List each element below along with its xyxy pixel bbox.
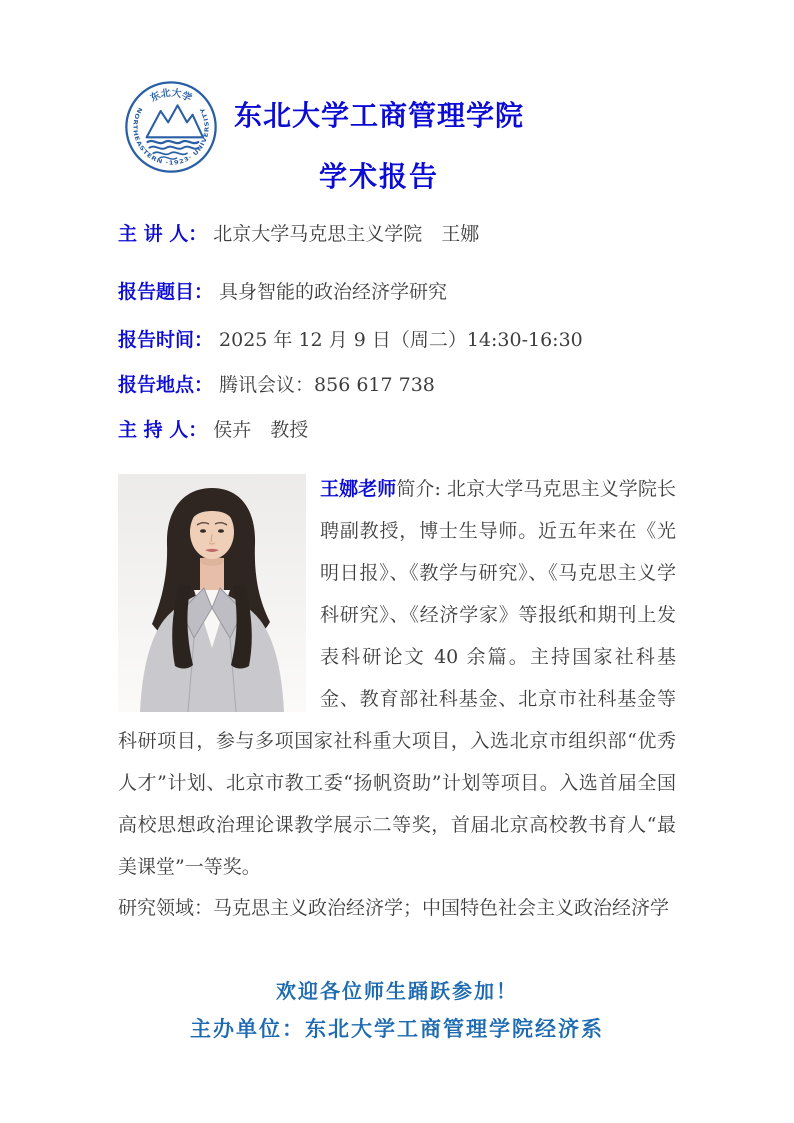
speaker-value: 北京大学马克思主义学院 王娜 [213, 223, 480, 245]
info-row-location [118, 372, 435, 398]
time-label: 报告时间： [118, 329, 214, 351]
info-row-topic [118, 279, 447, 305]
host-value: 侯卉 教授 [213, 419, 309, 441]
speaker-photo [118, 474, 306, 712]
page-title: 东北大学工商管理学院 [233, 99, 524, 132]
bio-section [118, 468, 676, 884]
research-fields: 研究领域：马克思主义政治经济学；中国特色社会主义政治经济学 [118, 897, 670, 919]
bio-intro-text: 简介: 北京大学马克思主义学院长聘副教授，博士生导师。近五年来在《光明日报》、《教学与研究》、《马克思主义学科研究》、《经济学家》等报纸和期刊上发表科研论文 40 余篇。主持国家社科基金、教育部社科基金、北京市社科基金等科研项目，参与多项国家社科重大项目，入选北京市组织部“优秀人才”计划、北京市教工委“扬帆资助”计划等项目。入选首届全国高校思想政治理论课教学展示二等奖，首届北京高校教书育人“最美课堂”一等奖。 [118, 478, 676, 878]
seal-latin-text: NORTHEASTERN ·1923· UNIVERSITY [131, 106, 211, 167]
page-subtitle: 学术报告 [318, 160, 439, 193]
topic-value: 具身智能的政治经济学研究 [219, 281, 448, 303]
location-label: 报告地点： [118, 374, 214, 396]
topic-label: 报告题目： [118, 281, 214, 303]
host-label: 主 持 人： [118, 419, 208, 441]
bio-speaker-name: 王娜老师 [320, 478, 397, 500]
location-value: 腾讯会议：856 617 738 [219, 374, 435, 396]
welcome-line: 欢迎各位师生踊跃参加！ [276, 979, 518, 1003]
info-row-time [118, 327, 583, 353]
speaker-portrait-image [118, 474, 306, 712]
time-value: 2025 年 12 月 9 日（周二）14:30-16:30 [219, 329, 583, 351]
speaker-label: 主 讲 人： [118, 223, 208, 245]
organizer-line: 主办单位：东北大学工商管理学院经济系 [190, 1017, 604, 1041]
seal-chinese-text: 东北大学 [148, 87, 194, 105]
info-row-host [118, 417, 308, 443]
info-row-speaker [118, 221, 479, 247]
